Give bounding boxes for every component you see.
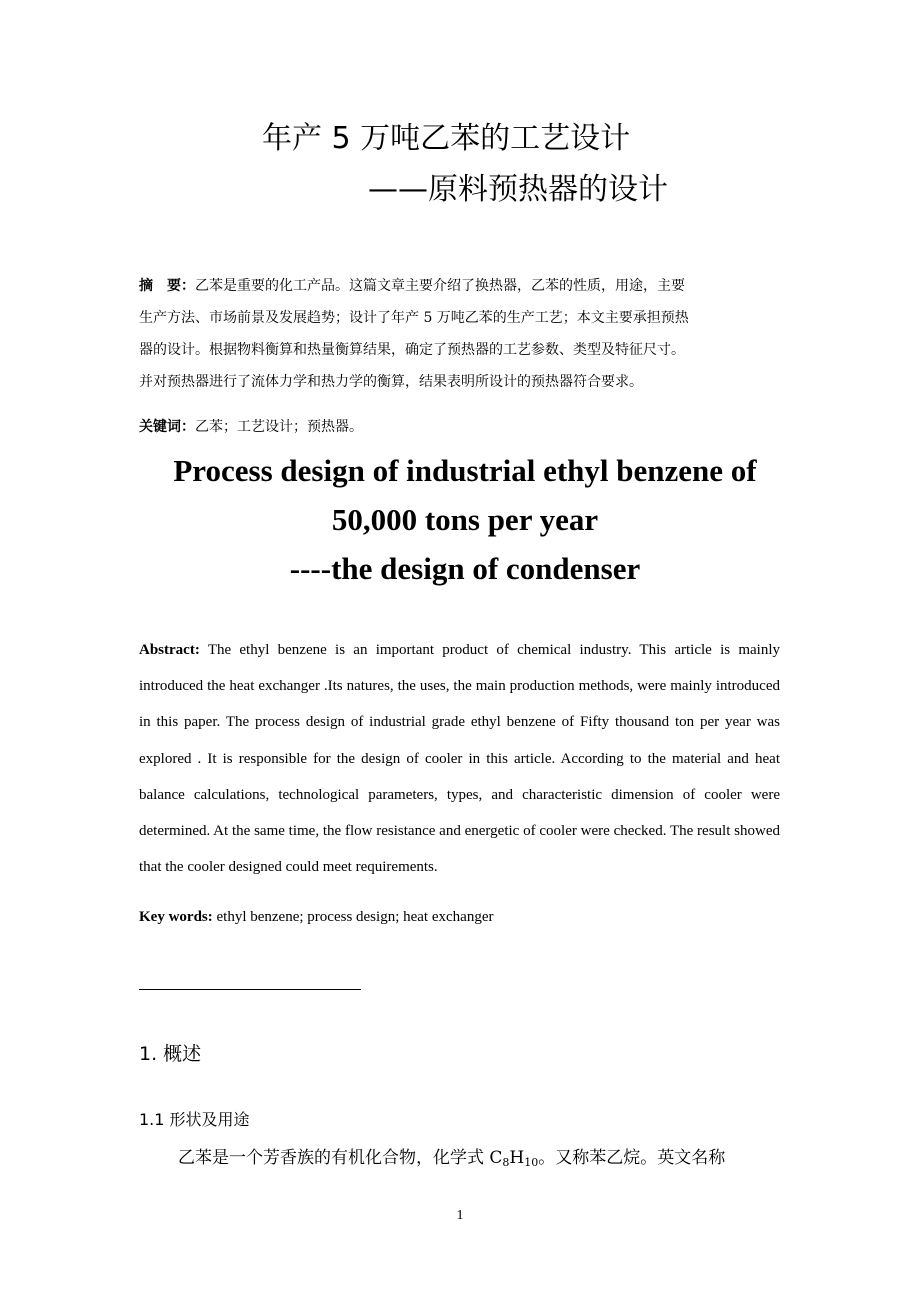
body-paragraph: 乙苯是一个芳香族的有机化合物，化学式 $C_8H_{10}$。又称苯乙烷。英文名称 — [178, 1148, 726, 1169]
footnote-divider — [139, 989, 361, 990]
abstract-cn — [139, 270, 781, 398]
formula-subscript-8: 8 — [502, 1156, 510, 1169]
keywords-en-text: ethyl benzene; process design; heat exchanger — [216, 909, 494, 925]
keywords-cn-label: 关键词： — [139, 419, 195, 435]
abstract-cn-label: 摘 要： — [139, 278, 195, 294]
abstract-cn-line3: 器的设计。根据物料衡算和热量衡算结果，确定了预热器的工艺参数、类型及特征尺寸。 — [139, 342, 685, 358]
formula-subscript-10: 10 — [524, 1156, 539, 1169]
title-en-line2: 50,000 tons per year — [331, 502, 599, 537]
abstract-cn-line1: 摘 要：乙苯是重要的化工产品。这篇文章主要介绍了换热器，乙苯的性质，用途，主要 — [139, 278, 685, 294]
section-heading: 1. 概述 — [139, 1043, 202, 1065]
keywords-en-label: Key words: — [139, 909, 213, 925]
keywords-cn — [139, 416, 363, 436]
title-cn-line1: 年产 5 万吨乙苯的工艺设计 — [262, 121, 631, 156]
abstract-en-text: The ethyl benzene is an important product of chemical industry. This article is mainly introduced the heat exchanger .Its natures, the uses, the main production methods, were mainly introduced in this paper. The process design of industrial grade ethyl benzene of Fifty thousand ton per year was explored . It is responsible for the design of cooler in this article. According to the material and heat balance calculations, technological parameters, types, and characteristic dimension of cooler were determined. At the same time, the flow resistance and energetic of cooler were checked. The result showed that the cooler designed could meet requirements. — [139, 642, 781, 876]
title-en-line3: ----the design of condenser — [289, 551, 641, 586]
keywords-cn-text: 乙苯；工艺设计；预热器。 — [195, 419, 363, 435]
keywords-en — [139, 909, 493, 926]
abstract-en-label: Abstract: — [139, 642, 200, 658]
abstract-cn-line2: 生产方法、市场前景及发展趋势；设计了年产 5 万吨乙苯的生产工艺；本文主要承担预热 — [139, 310, 689, 326]
abstract-cn-line4: 并对预热器进行了流体力学和热力学的衡算，结果表明所设计的预热器符合要求。 — [139, 374, 643, 390]
title-en-line1: Process design of industrial ethyl benzene of — [173, 453, 757, 488]
subsection-heading: 1.1 形状及用途 — [139, 1110, 250, 1129]
abstract-en — [139, 632, 780, 885]
page-number: 1 — [456, 1208, 464, 1223]
title-cn-line2: ——原料预热器的设计 — [368, 172, 668, 207]
